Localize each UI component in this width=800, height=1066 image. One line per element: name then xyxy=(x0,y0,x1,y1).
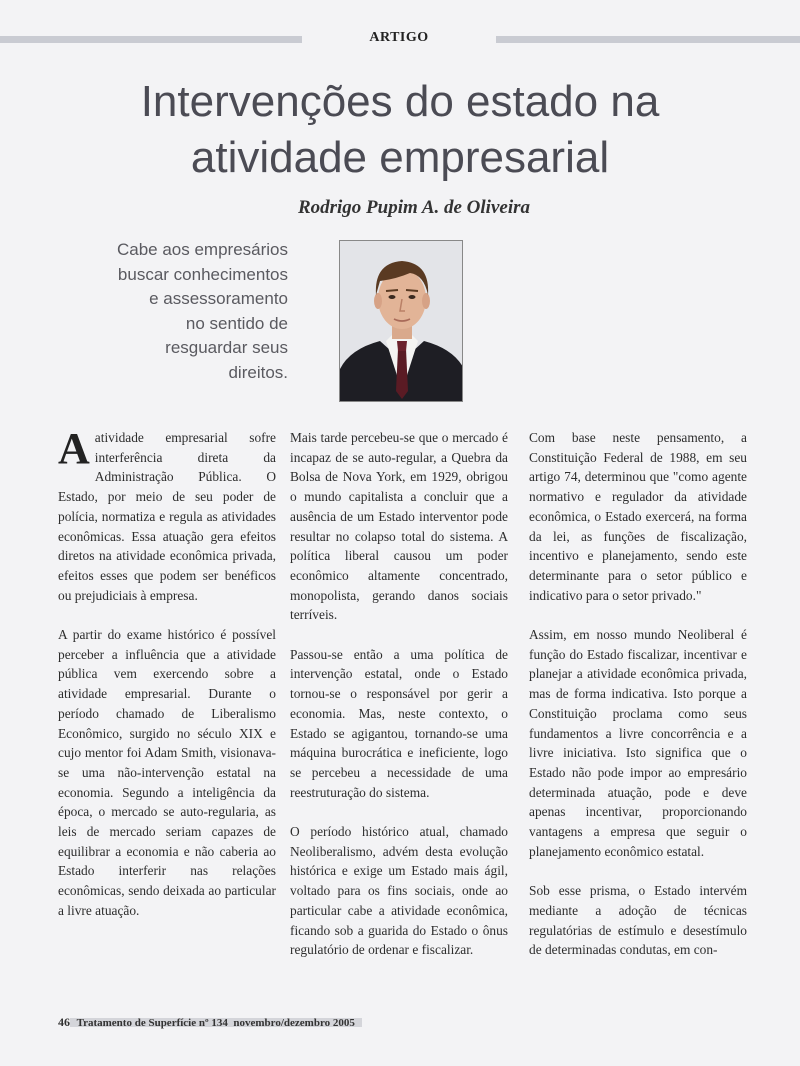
paragraph: Sob esse prisma, o Estado intervém mediante a adoção de técnicas regulatórias de estímulo e desestímulo de determinadas condutas, em con- xyxy=(529,883,747,958)
text-column-1 xyxy=(58,424,276,940)
page-number: 46 xyxy=(58,1015,70,1029)
paragraph: Passou-se então a uma política de intervenção estatal, onde o Estado tornou-se o responsável por gerir a economia. Mas, neste contexto, o Estado se agigantou, tornando-se uma máquina burocrática e ineficiente, logo se percebeu a necessidade de uma reestruturação do sistema. xyxy=(290,646,508,800)
section-rule-right xyxy=(496,36,800,43)
paragraph: Com base neste pensamento, a Constituição Federal de 1988, em seu artigo 74, determinou que "como agente normativo e regulador da atividade econômica, o Estado exercerá, na forma da lei, as funções de fiscalização, incentivo e planejamento, sendo este determinante para o setor público e indicativo para o setor privado." xyxy=(529,430,747,603)
paragraph xyxy=(58,424,276,605)
author-portrait xyxy=(339,240,463,402)
paragraph: A partir do exame histórico é possível perceber a influência que a atividade pública vem exercendo sobre a atividade empresarial. Durante o período chamado de Liberalismo Econômico, surgido no século XIX e cujo mentor foi Adam Smith, visionava-se uma não-intervenção estatal na economia. Segundo a inteligência da época, o mercado se auto-regularia, as leis de mercado seriam capazes de equilibrar a economia e não caberia ao Estado interferir nas relações econômicas, sendo deixada ao particular a livre atuação. xyxy=(58,627,276,918)
text-column-3 xyxy=(529,428,747,980)
article-author: Rodrigo Pupim A. de Oliveira xyxy=(297,197,530,218)
paragraph: Assim, em nosso mundo Neoliberal é função do Estado fiscalizar, incentivar e planejar a atividade econômica privada, mas de forma indicativa. Isto porque a Constituição proclama como seus fundamentos a livre concorrência e a livre iniciativa. Isto significa que o Estado não pode impor ao empresário determinada atuação, pode e deve apenas incentivar, proporcionando vantagens a empresa que seguir o planejamento econômico estatal. xyxy=(529,627,747,859)
publication-name: Tratamento de Superfície nº 134 xyxy=(76,1017,228,1029)
section-label: ARTIGO xyxy=(369,30,429,45)
page-footer xyxy=(58,1015,355,1030)
author-portrait-image xyxy=(340,241,463,402)
paragraph: Mais tarde percebeu-se que o mercado é incapaz de se auto-regular, a Quebra da Bolsa de Nova York, em 1929, obrigou o mundo capitalista a concluir que a ausência de um Estado interventor pode resultar no colapso total do sistema. A política liberal causou um poder econômico altamente concentrado, monopolista, gerando danos sociais terríveis. xyxy=(290,430,508,623)
pull-quote-line: no sentido de xyxy=(185,313,288,333)
article-title xyxy=(40,74,760,186)
pull-quote-line: direitos. xyxy=(228,362,288,382)
article-title-line-1: Intervenções do estado na xyxy=(140,77,660,126)
article-title-line-2: atividade empresarial xyxy=(190,133,610,182)
pull-quote-line: buscar conhecimentos xyxy=(117,264,288,284)
pull-quote-line: Cabe aos empresários xyxy=(116,240,288,259)
section-rule-left xyxy=(0,36,302,43)
pull-quote-line: e assessoramento xyxy=(149,289,288,308)
issue-date: novembro/dezembro 2005 xyxy=(233,1017,355,1029)
drop-cap: A xyxy=(58,424,90,473)
pull-quote xyxy=(60,238,288,385)
paragraph-text: atividade empresarial sofre interferência direta da Administração Pública. O Estado, por meio de seu poder de polícia, normatiza e regula as atividades econômicas. Essa atuação gera efeitos diretos na atividade econômica privada, efeitos esses que podem ser benéficos ou prejudiciais à empresa. xyxy=(58,430,276,603)
paragraph: O período histórico atual, chamado Neoliberalismo, advém desta evolução histórica e exige um Estado mais ágil, voltado para os fins sociais, onde ao particular cabe a atividade econômica, ficando sob a guarida do Estado o ônus regulatório de ordenar e fiscalizar. xyxy=(290,824,508,958)
text-column-2 xyxy=(290,428,508,980)
pull-quote-line: resguardar seus xyxy=(165,338,288,357)
